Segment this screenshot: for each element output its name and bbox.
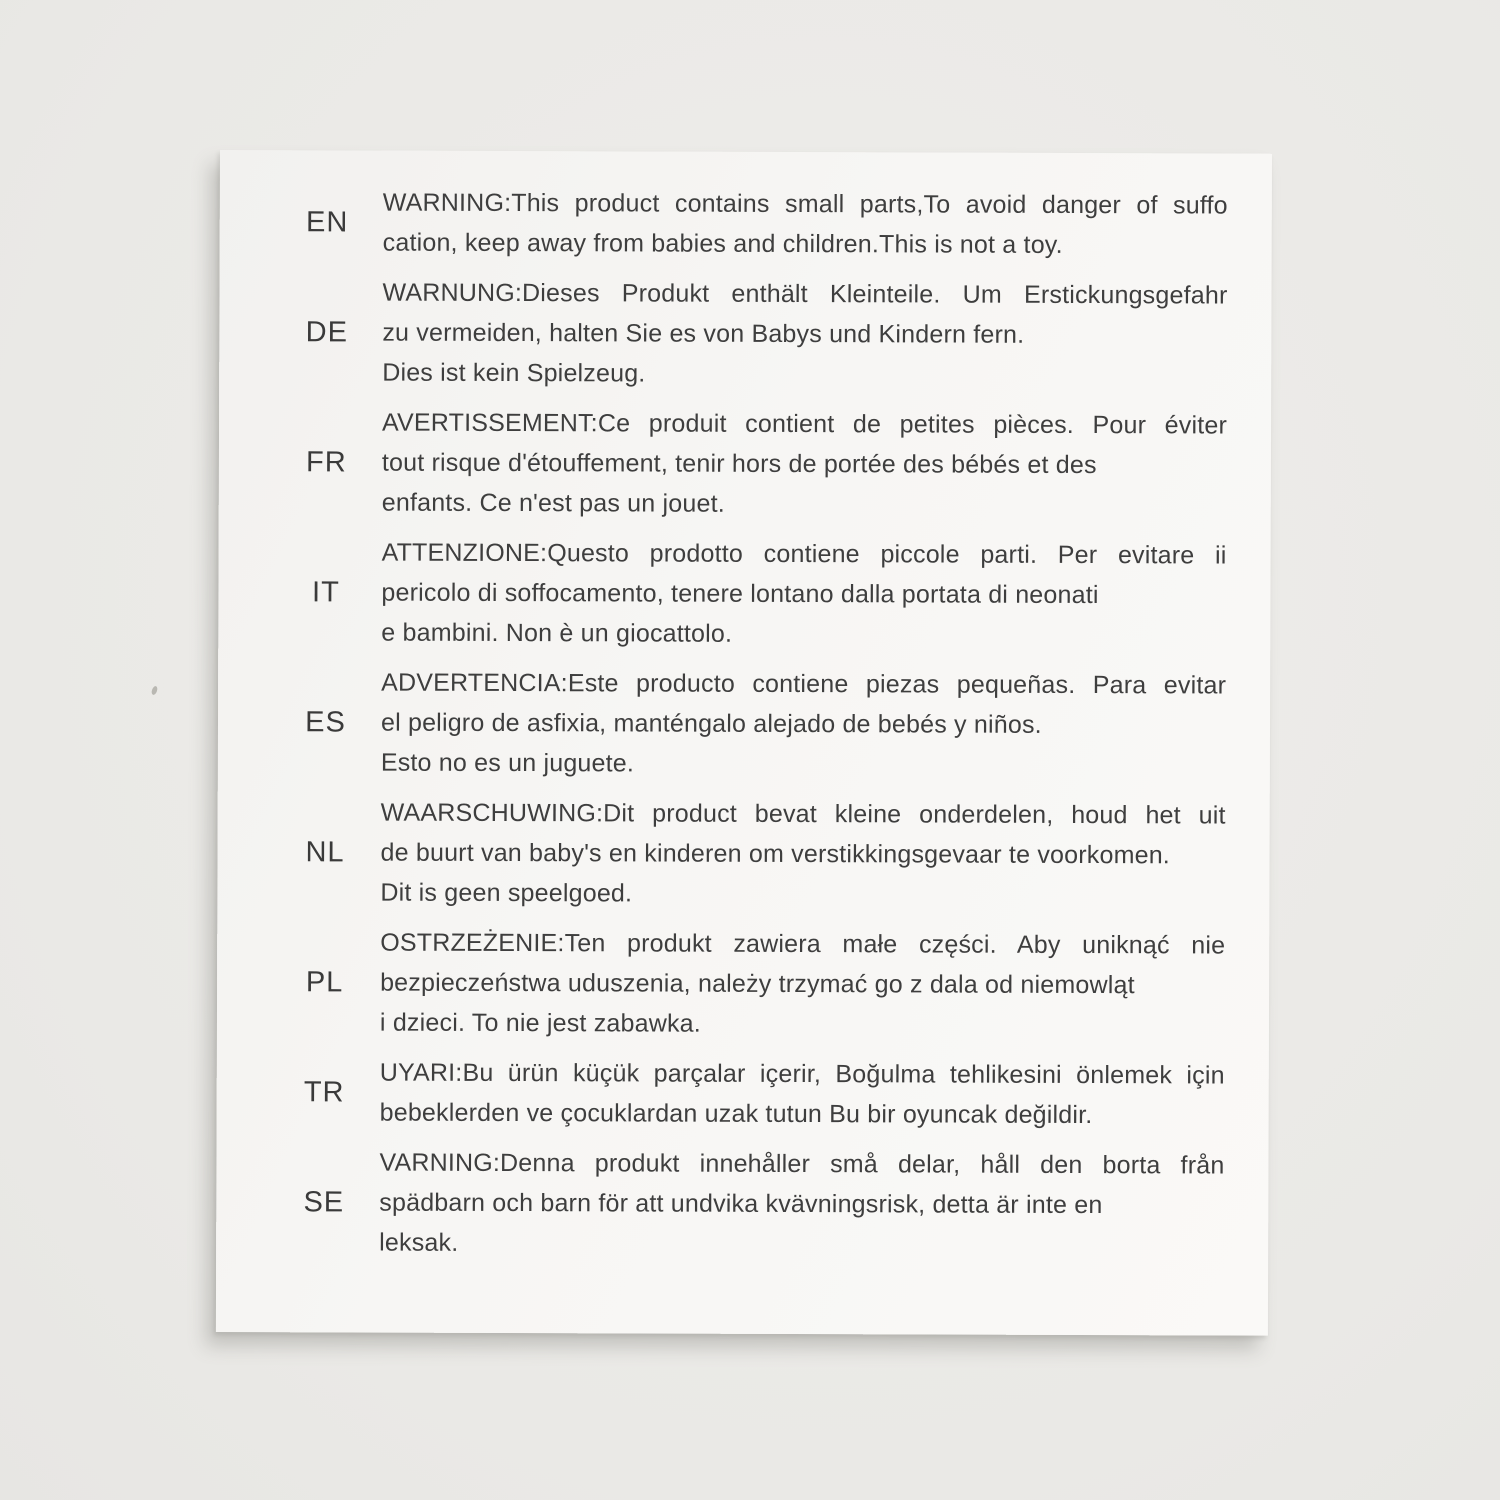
warning-section-pl bbox=[217, 922, 1269, 1046]
warning-line: UYARI:Bu ürün küçük parçalar içerir, Boğulma tehlikesini önlemek için bbox=[379, 1058, 1225, 1090]
warning-line: WAARSCHUWING:Dit product bevat kleine onderdelen, houd het uit bbox=[380, 798, 1226, 830]
warning-section-de bbox=[219, 272, 1271, 396]
warning-section-tr bbox=[217, 1052, 1269, 1136]
language-code-de: DE bbox=[305, 315, 349, 348]
warning-line: VARNING:Denna produkt innehåller små delar, håll den borta från bbox=[379, 1148, 1225, 1180]
warning-line: tout risque d'étouffement, tenir hors de portée des bébés et des bbox=[381, 448, 1097, 480]
warning-label-paper bbox=[216, 150, 1272, 1336]
warning-line: bebeklerden ve çocuklardan uzak tutun Bu bir oyuncak değildir. bbox=[379, 1098, 1093, 1130]
dust-speck bbox=[151, 685, 159, 695]
warning-section-se bbox=[216, 1142, 1268, 1266]
language-code-fr: FR bbox=[306, 445, 347, 478]
language-code-pl: PL bbox=[305, 965, 344, 998]
warning-text-fr bbox=[382, 403, 1227, 526]
language-code-it: IT bbox=[312, 575, 340, 608]
warning-line: el peligro de asfixia, manténgalo alejado de bebés y niños. bbox=[380, 708, 1042, 739]
warning-text-tr bbox=[380, 1053, 1225, 1136]
warning-line: leksak. bbox=[379, 1228, 459, 1257]
warning-line: zu vermeiden, halten Sie es von Babys und Kindern fern. bbox=[382, 318, 1025, 349]
language-code-es: ES bbox=[305, 705, 346, 738]
warning-text-de bbox=[382, 273, 1227, 396]
warning-text-it bbox=[381, 533, 1226, 656]
warning-line: spädbarn och barn för att undvika kvävningsrisk, detta är inte en bbox=[379, 1188, 1103, 1220]
language-code-nl: NL bbox=[305, 835, 345, 868]
warning-line: enfants. Ce n'est pas un jouet. bbox=[381, 488, 725, 518]
warning-text-en bbox=[383, 183, 1228, 266]
warning-line: Esto no es un juguete. bbox=[380, 748, 635, 778]
warning-line: i dzieci. To nie jest zabawka. bbox=[379, 1008, 701, 1038]
warning-section-es bbox=[218, 662, 1270, 786]
warning-line: OSTRZEŻENIE:Ten produkt zawiera małe części. Aby uniknąć nie bbox=[380, 928, 1226, 960]
warning-section-fr bbox=[219, 402, 1271, 526]
warning-line: e bambini. Non è un giocattolo. bbox=[381, 618, 733, 648]
warning-line: Dit is geen speelgoed. bbox=[380, 878, 633, 908]
warning-line: de buurt van baby's en kinderen om verstikkingsgevaar te voorkomen. bbox=[380, 838, 1171, 870]
warning-line: Dies ist kein Spielzeug. bbox=[382, 358, 646, 388]
language-code-se: SE bbox=[303, 1185, 345, 1218]
warning-text-se bbox=[379, 1143, 1224, 1266]
warning-line: pericolo di soffocamento, tenere lontano dalla portata di neonati bbox=[381, 578, 1099, 610]
warning-line: bezpieczeństwa uduszenia, należy trzymać go z dala od niemowląt bbox=[380, 968, 1135, 1000]
language-code-en: EN bbox=[306, 205, 349, 238]
language-code-tr: TR bbox=[303, 1075, 345, 1108]
warning-line: ADVERTENCIA:Este producto contiene piezas pequeñas. Para evitar bbox=[381, 668, 1227, 700]
warning-section-nl bbox=[217, 792, 1269, 916]
warning-text-nl bbox=[380, 793, 1225, 916]
warning-section-it bbox=[218, 532, 1270, 656]
warning-line: AVERTISSEMENT:Ce produit contient de petites pièces. Pour éviter bbox=[382, 408, 1228, 440]
warning-line: cation, keep away from babies and children.This is not a toy. bbox=[382, 228, 1063, 259]
warning-line: WARNING:This product contains small parts,To avoid danger of suffo bbox=[382, 188, 1228, 220]
warning-section-en bbox=[220, 182, 1272, 266]
warning-text-es bbox=[381, 663, 1226, 786]
warning-text-pl bbox=[380, 923, 1225, 1046]
warning-line: WARNUNG:Dieses Produkt enthält Kleinteile. Um Erstickungsgefahr bbox=[382, 278, 1228, 310]
warning-line: ATTENZIONE:Questo prodotto contiene piccole parti. Per evitare ii bbox=[381, 538, 1227, 570]
